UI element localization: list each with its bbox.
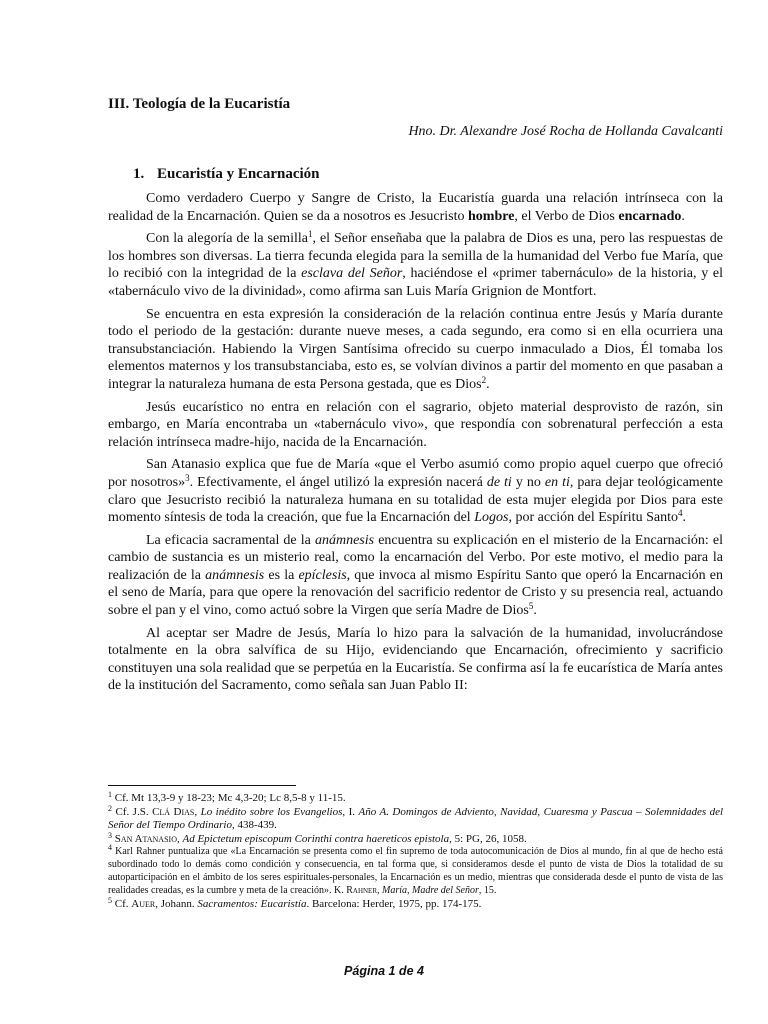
footnote-number: 4 [108, 843, 112, 853]
italic-term: Logos [474, 510, 509, 526]
text-run: , I. [342, 805, 359, 818]
footnote-separator [108, 785, 296, 786]
text-run: . [682, 510, 686, 526]
text-run: , haciéndose el «primer tabernáculo» de la historia, y el «tabernáculo vivo de la divinidad», como afirma san Luis María Grignion de Montfort. [108, 266, 724, 299]
body-text [108, 190, 723, 695]
text-run: encuentra su explicación en el misterio de la Encarnación: el cambio de sustancia es un misterio real, como la encarnación del Verbo. Por este motivo, el medio para la realización de la [108, 532, 723, 583]
text-run: , 5: PG, 26, 1058. [449, 832, 527, 845]
text-run: Cf. J.S. [112, 805, 153, 818]
text-run: . [533, 603, 537, 619]
text-run: Cf. Mt 13,3-9 y 18-23; Mc 4,3-20; Lc 8,5-8 y 11-15. [112, 792, 346, 804]
text-run: , 15. [478, 884, 497, 896]
text-run: , por acción del Espíritu Santo [508, 510, 678, 526]
paragraph-3 [108, 306, 723, 394]
italic-term: en ti [544, 474, 570, 490]
footnote-number: 1 [108, 790, 112, 799]
footnote-ref[interactable]: 2 [481, 374, 487, 385]
text-run: es la [264, 567, 299, 583]
footnotes [108, 792, 723, 911]
footnote-ref[interactable]: 5 [528, 601, 534, 612]
work-title: Lo inédito sobre los Evangelios [200, 805, 343, 818]
paragraph-1 [108, 190, 723, 225]
italic-term: anámnesis [314, 532, 375, 548]
section-number: 1. [133, 166, 145, 182]
section-title: Eucaristía y Encarnación [157, 166, 320, 182]
text-run: , que invoca al mismo Espíritu Santo que operó la Encarnación en el seno de María, para que opere la renovación del sacrificio redentor de Cristo y su presencia real, actuando sobre el pan y el vino, como actuó sobre la Virgen que sería Madre de Dios [108, 567, 724, 619]
text-run: y no [511, 474, 545, 490]
text-run: Jesús eucarístico no entra en relación con el sagrario, objeto material desprovisto de razón, sin embargo, en María encontraba un «tabernáculo vivo», que respondía con sobrenatural perfección a esta relación intrínseca madre-hijo, nacida de la Encarnación. [108, 399, 723, 450]
section-heading [133, 166, 320, 183]
footnote-ref[interactable]: 4 [677, 508, 683, 519]
text-run: Al aceptar ser Madre de Jesús, María lo hizo para la salvación de la humanidad, involucrándose totalmente en la obra salvífica de su Hijo, evidenciando que Encarnación, ofrecimiento y sacrificio constituyen una sola realidad que se perpetúa en la Eucaristía. Se confirma así la fe eucarística de María antes de la institución del Sacramento, como señala san Juan Pablo II: [108, 625, 723, 694]
text-run: San Atanasio explica que fue de María «que el Verbo asumió como propio aquel cuerpo que ofreció por nosotros» [108, 457, 723, 490]
author-name: Auer [131, 897, 156, 910]
text-run: Como verdadero Cuerpo y Sangre de Cristo, la Eucaristía guarda una relación intrínseca con la realidad de la Encarnación. Quien se da a nosotros es Jesucristo [108, 191, 723, 224]
text-run: . Barcelona: Herder, 1975, pp. 174-175. [306, 897, 482, 910]
italic-term: esclava del Señor [301, 266, 403, 282]
footnote-1 [108, 792, 723, 806]
work-title: Sacramentos: Eucaristía [197, 897, 307, 910]
work-title: María, Madre del Señor [382, 884, 479, 896]
footnote-4 [108, 843, 723, 897]
paragraph-4 [108, 399, 723, 452]
text-run: , [176, 832, 183, 845]
text-run: Con la alegoría de la semilla [146, 231, 308, 247]
footnote-3 [108, 830, 723, 847]
text-run: , 438-439. [231, 819, 277, 832]
italic-term: epíclesis [298, 567, 347, 583]
work-title: Ad Epictetum episcopum Corinthi contra haereticos epistola [182, 832, 450, 845]
author-line: Hno. Dr. Alexandre José Rocha de Hollanda Cavalcanti [408, 124, 723, 139]
text-run: , [194, 805, 201, 818]
text-run: , para dejar teológicamente claro que Jesucristo recibió la naturaleza humana en su totalidad de esta mujer elegida por Dios para este momento síntesis de toda la creación, que fue la Encarnación del [108, 474, 724, 526]
footnote-2 [108, 803, 724, 833]
text-run: Karl Rahner puntualiza que «La Encarnación se presenta como el fin supremo de toda autocomunicación de Dios al mundo, fin al que de hecho está subordinado todo lo demás como condición y consecuencia, en tal forma que, si consideramos desde el punto de vista de Dios la totalidad de su autoparticipación en el ámbito de los seres espirituales-personales, la Encarnación es un medio, mientras que considerada desde el punto de vista de las realidades creadas, es la cumbre y meta de la creación». K. [108, 846, 723, 896]
text-run: Cf. [112, 897, 132, 910]
work-title: Año A. Domingos de Adviento, Navidad, Cuaresma y Pascua – Solemnidades del Señor del Tiempo Ordinario [108, 805, 724, 832]
text-run: , el Verbo de Dios [514, 208, 619, 224]
footnote-ref[interactable]: 3 [185, 472, 190, 483]
footnote-number: 2 [108, 803, 112, 813]
paragraph-2 [108, 230, 723, 300]
author-name: Clá Dias [152, 805, 195, 818]
author-name: San Atanasio [114, 832, 177, 845]
text-run: , Johann. [155, 897, 198, 910]
footnote-ref[interactable]: 1 [308, 229, 313, 240]
bold-term: hombre [468, 208, 515, 224]
footnote-number: 5 [108, 895, 112, 905]
text-run: , el Señor enseñaba que la palabra de Dios es una, pero las respuestas de los hombres son diversas. La tierra fecunda elegida para la semilla de la humanidad del Verbo fue María, que lo recibió con la integridad de la [108, 231, 723, 282]
page-number: Página 1 de 4 [344, 964, 424, 978]
paragraph-7 [108, 625, 723, 695]
text-run: . [486, 376, 490, 392]
text-run: , [377, 884, 382, 896]
text-run: . Efectivamente, el ángel utilizó la expresión nacerá [189, 474, 487, 490]
italic-term: de ti [486, 474, 512, 490]
footnote-number: 3 [108, 830, 112, 840]
text-run: La eficacia sacramental de la [146, 532, 315, 548]
paragraph-5 [108, 456, 723, 526]
text-run: Se encuentra en esta expresión la consideración de la relación continua entre Jesús y María durante todo el periodo de la gestación: durante nueve meses, a cada segundo, era como si en ella ocurriera una transubstanciación. Habiendo la Virgen Santísima ofrecido su cuerpo inmaculado a Dios, Él tomaba los elementos maternos y los transubstanciaba, esto es, se volvían divinos a partir del momento en que pasaban a integrar la naturaleza humana de esta Persona gestada, que es Dios [108, 306, 723, 392]
italic-term: anámnesis [205, 567, 265, 583]
paragraph-6 [108, 532, 723, 620]
author-name: Rahner [346, 884, 377, 896]
footnote-5 [108, 895, 723, 912]
chapter-title: III. Teología de la Eucaristía [108, 96, 291, 112]
bold-term: encarnado [618, 208, 682, 224]
text-run: . [681, 208, 685, 224]
